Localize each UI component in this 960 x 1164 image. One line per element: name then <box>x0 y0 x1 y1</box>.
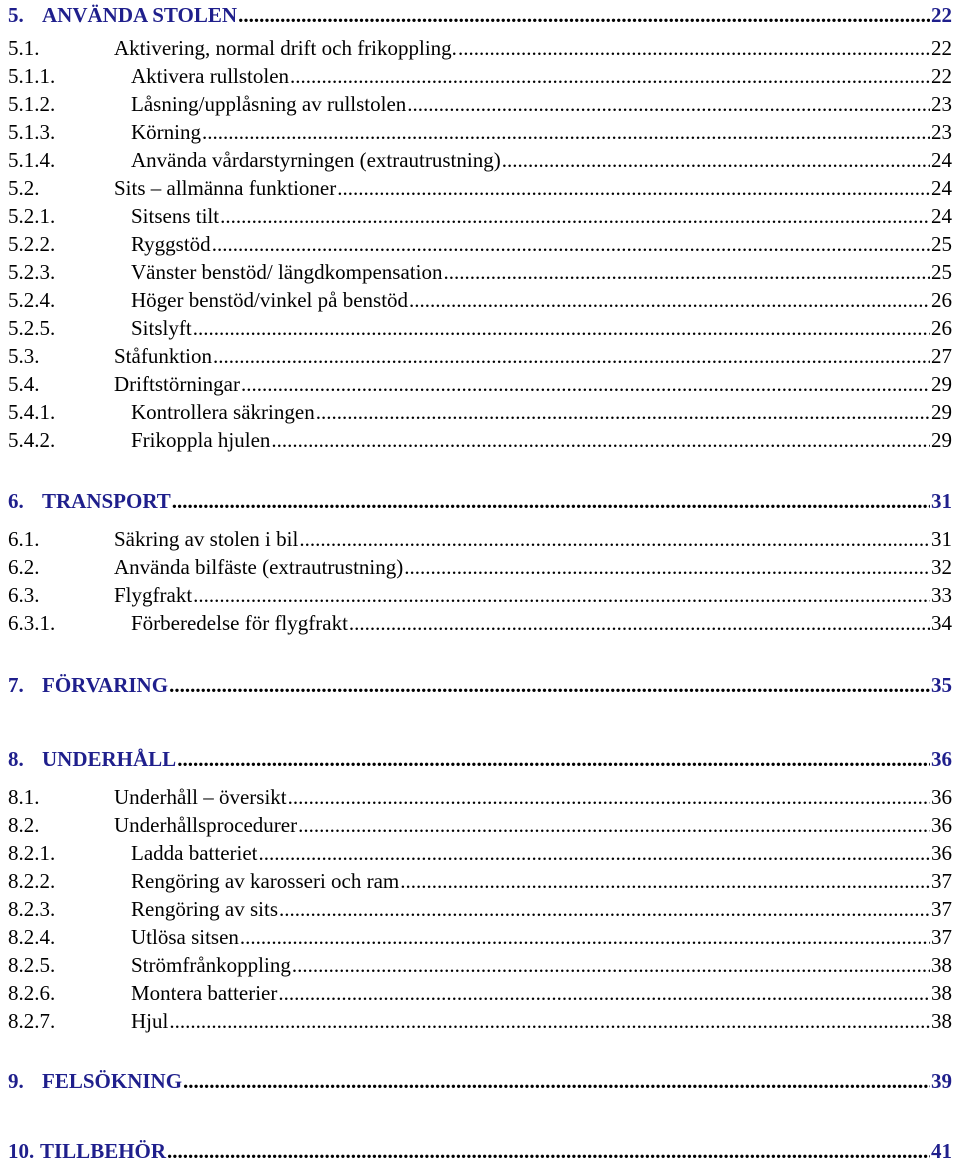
toc-entry-title: Använda bilfäste (extrautrustning) <box>114 555 404 579</box>
toc-entry-page-number: 38 <box>931 981 952 1005</box>
toc-dot-leader <box>278 980 930 1006</box>
toc-entry-page-number: 36 <box>931 813 952 837</box>
toc-dot-leader <box>349 610 930 636</box>
toc-entry-title: FÖRVARING <box>42 673 169 697</box>
toc-entry-page-number: 29 <box>931 372 952 396</box>
toc-dot-leader <box>458 35 930 61</box>
toc-entry[interactable] <box>8 488 952 514</box>
toc-entry-page-number: 22 <box>931 3 952 27</box>
toc-dot-leader <box>241 371 930 397</box>
toc-dot-leader <box>177 746 930 772</box>
toc-entry[interactable] <box>8 343 952 369</box>
toc-entry-number: 5.1.3. <box>8 120 56 144</box>
toc-entry-number: 5.1.4. <box>8 148 56 172</box>
toc-entry-page-number: 34 <box>931 611 952 635</box>
toc-entry-title: Höger benstöd/vinkel på benstöd <box>131 288 409 312</box>
toc-entry-title: Ståfunktion <box>114 344 212 368</box>
toc-entry[interactable] <box>8 119 952 145</box>
toc-entry[interactable] <box>8 259 952 285</box>
toc-dot-leader <box>238 2 930 28</box>
toc-entry-number: 6. <box>8 489 24 513</box>
toc-dot-leader <box>299 526 930 552</box>
toc-entry-page-number: 31 <box>931 527 952 551</box>
toc-dot-leader <box>167 1138 930 1164</box>
toc-entry-title: Utlösa sitsen <box>131 925 239 949</box>
toc-entry[interactable] <box>8 2 952 28</box>
toc-dot-leader <box>193 315 930 341</box>
toc-entry-title: Låsning/upplåsning av rullstolen <box>131 92 407 116</box>
toc-entry-number: 5.2.2. <box>8 232 56 256</box>
toc-entry-title: Körning <box>131 120 201 144</box>
toc-entry[interactable] <box>8 526 952 552</box>
toc-entry-number: 5.4. <box>8 372 40 396</box>
toc-entry[interactable] <box>8 175 952 201</box>
toc-entry-number: 8.2.1. <box>8 841 56 865</box>
toc-entry[interactable] <box>8 980 952 1006</box>
toc-entry-title: FELSÖKNING <box>42 1069 183 1093</box>
toc-entry-title: Flygfrakt <box>114 583 193 607</box>
toc-dot-leader <box>404 554 930 580</box>
toc-entry-title: Vänster benstöd/ längdkompensation <box>131 260 443 284</box>
toc-dot-leader <box>169 1008 930 1034</box>
toc-entry-title: Montera batterier <box>131 981 278 1005</box>
toc-entry-number: 5.2.3. <box>8 260 56 284</box>
toc-entry-title: Säkring av stolen i bil <box>114 527 299 551</box>
toc-entry[interactable] <box>8 784 952 810</box>
toc-entry-page-number: 35 <box>931 673 952 697</box>
toc-entry[interactable] <box>8 427 952 453</box>
toc-entry-number: 8.2.5. <box>8 953 56 977</box>
toc-entry-title: TRANSPORT <box>42 489 171 513</box>
toc-entry[interactable] <box>8 952 952 978</box>
toc-entry-page-number: 31 <box>931 489 952 513</box>
toc-dot-leader <box>400 868 930 894</box>
toc-dot-leader <box>409 287 930 313</box>
toc-entry-page-number: 24 <box>931 204 952 228</box>
toc-entry-page-number: 37 <box>931 925 952 949</box>
toc-dot-leader <box>193 582 930 608</box>
toc-entry-page-number: 22 <box>931 64 952 88</box>
toc-entry-page-number: 25 <box>931 232 952 256</box>
toc-entry-title: TILLBEHÖR <box>40 1139 167 1163</box>
toc-entry[interactable] <box>8 868 952 894</box>
toc-dot-leader <box>337 175 930 201</box>
toc-entry-title: Frikoppla hjulen <box>131 428 271 452</box>
toc-entry-page-number: 36 <box>931 841 952 865</box>
toc-entry-title: Använda vårdarstyrningen (extrautrustning) <box>131 148 501 172</box>
toc-entry-page-number: 29 <box>931 400 952 424</box>
toc-entry[interactable] <box>8 896 952 922</box>
toc-dot-leader <box>316 399 930 425</box>
toc-entry[interactable] <box>8 315 952 341</box>
toc-entry-number: 6.2. <box>8 555 40 579</box>
toc-dot-leader <box>259 840 930 866</box>
toc-entry[interactable] <box>8 610 952 636</box>
toc-dot-leader <box>220 203 930 229</box>
toc-entry-title: Aktivering, normal drift och frikoppling. <box>114 36 457 60</box>
toc-entry-title: Rengöring av karosseri och ram <box>131 869 400 893</box>
toc-dot-leader <box>407 91 930 117</box>
toc-entry-number: 8.2.7. <box>8 1009 56 1033</box>
toc-entry-number: 5.2. <box>8 176 40 200</box>
toc-entry-number: 8. <box>8 747 24 771</box>
toc-entry-number: 8.2. <box>8 813 40 837</box>
toc-entry-page-number: 33 <box>931 583 952 607</box>
toc-entry[interactable] <box>8 582 952 608</box>
toc-entry-title: Ryggstöd <box>131 232 211 256</box>
toc-entry-title: Driftstörningar <box>114 372 240 396</box>
toc-entry-page-number: 38 <box>931 953 952 977</box>
toc-entry-number: 7. <box>8 673 24 697</box>
toc-entry-number: 5. <box>8 3 24 27</box>
toc-entry-page-number: 29 <box>931 428 952 452</box>
toc-entry[interactable] <box>8 812 952 838</box>
toc-entry-title: Aktivera rullstolen <box>131 64 290 88</box>
toc-entry-number: 5.2.1. <box>8 204 56 228</box>
toc-dot-leader <box>292 952 930 978</box>
toc-entry[interactable] <box>8 231 952 257</box>
toc-dot-leader <box>169 672 930 698</box>
toc-entry-number: 8.2.6. <box>8 981 56 1005</box>
toc-entry-number: 5.1.1. <box>8 64 56 88</box>
toc-entry-number: 6.1. <box>8 527 40 551</box>
toc-entry-page-number: 32 <box>931 555 952 579</box>
toc-entry-number: 5.1. <box>8 36 40 60</box>
toc-entry-title: Förberedelse för flygfrakt <box>131 611 348 635</box>
toc-entry-number: 8.2.2. <box>8 869 56 893</box>
toc-entry-title: Underhållsprocedurer <box>114 813 298 837</box>
toc-entry[interactable] <box>8 1068 952 1094</box>
toc-entry-number: 6.3.1. <box>8 611 56 635</box>
toc-dot-leader <box>212 231 930 257</box>
toc-entry-title: Hjul <box>131 1009 169 1033</box>
toc-dot-leader <box>443 259 930 285</box>
toc-entry[interactable] <box>8 1138 952 1164</box>
toc-entry-number: 5.4.2. <box>8 428 56 452</box>
toc-entry-title: Sits – allmänna funktioner <box>114 176 337 200</box>
toc-entry-number: 5.2.4. <box>8 288 56 312</box>
toc-entry-number: 6.3. <box>8 583 40 607</box>
toc-entry-page-number: 41 <box>931 1139 952 1163</box>
toc-entry[interactable] <box>8 63 952 89</box>
toc-entry-title: Underhåll – översikt <box>114 785 287 809</box>
toc-entry[interactable] <box>8 371 952 397</box>
toc-entry-number: 5.3. <box>8 344 40 368</box>
toc-entry[interactable] <box>8 287 952 313</box>
toc-entry-page-number: 37 <box>931 897 952 921</box>
toc-entry-page-number: 23 <box>931 92 952 116</box>
toc-entry-number: 9. <box>8 1069 24 1093</box>
toc-entry-page-number: 26 <box>931 316 952 340</box>
toc-entry-title: Sitslyft <box>131 316 192 340</box>
toc-entry[interactable] <box>8 672 952 698</box>
toc-entry-number: 8.2.3. <box>8 897 56 921</box>
toc-dot-leader <box>271 427 930 453</box>
toc-entry-title: UNDERHÅLL <box>42 747 177 771</box>
toc-entry[interactable] <box>8 147 952 173</box>
toc-dot-leader <box>288 784 930 810</box>
toc-dot-leader <box>502 147 930 173</box>
toc-dot-leader <box>240 924 930 950</box>
toc-entry-page-number: 22 <box>931 36 952 60</box>
toc-entry-title: Rengöring av sits <box>131 897 278 921</box>
toc-entry-page-number: 27 <box>931 344 952 368</box>
toc-entry-page-number: 24 <box>931 148 952 172</box>
toc-entry-number: 10. <box>8 1139 35 1163</box>
toc-entry-page-number: 39 <box>931 1069 952 1093</box>
toc-entry-title: Kontrollera säkringen <box>131 400 315 424</box>
toc-entry-title: Strömfrånkoppling <box>131 953 291 977</box>
toc-entry-number: 8.1. <box>8 785 40 809</box>
toc-entry-page-number: 37 <box>931 869 952 893</box>
toc-entry-number: 5.4.1. <box>8 400 56 424</box>
toc-entry[interactable] <box>8 203 952 229</box>
toc-entry-title: Sitsens tilt <box>131 204 220 228</box>
toc-entry[interactable] <box>8 91 952 117</box>
toc-dot-leader <box>172 488 930 514</box>
toc-entry-page-number: 25 <box>931 260 952 284</box>
toc-entry[interactable] <box>8 554 952 580</box>
toc-dot-leader <box>279 896 930 922</box>
toc-entry-number: 8.2.4. <box>8 925 56 949</box>
toc-entry-title: Ladda batteriet <box>131 841 258 865</box>
toc-dot-leader <box>202 119 930 145</box>
toc-dot-leader <box>298 812 930 838</box>
toc-entry-number: 5.1.2. <box>8 92 56 116</box>
toc-dot-leader <box>290 63 930 89</box>
toc-entry-page-number: 36 <box>931 747 952 771</box>
toc-entry[interactable] <box>8 35 952 61</box>
toc-entry-title: ANVÄNDA STOLEN <box>42 3 238 27</box>
toc-entry-page-number: 36 <box>931 785 952 809</box>
toc-entry-page-number: 23 <box>931 120 952 144</box>
toc-dot-leader <box>183 1068 930 1094</box>
toc-entry[interactable] <box>8 1008 952 1034</box>
toc-entry[interactable] <box>8 840 952 866</box>
toc-entry[interactable] <box>8 924 952 950</box>
toc-entry-page-number: 38 <box>931 1009 952 1033</box>
toc-entry-page-number: 26 <box>931 288 952 312</box>
toc-entry-number: 5.2.5. <box>8 316 56 340</box>
toc-entry-page-number: 24 <box>931 176 952 200</box>
toc-entry[interactable] <box>8 746 952 772</box>
toc-dot-leader <box>213 343 930 369</box>
toc-entry[interactable] <box>8 399 952 425</box>
